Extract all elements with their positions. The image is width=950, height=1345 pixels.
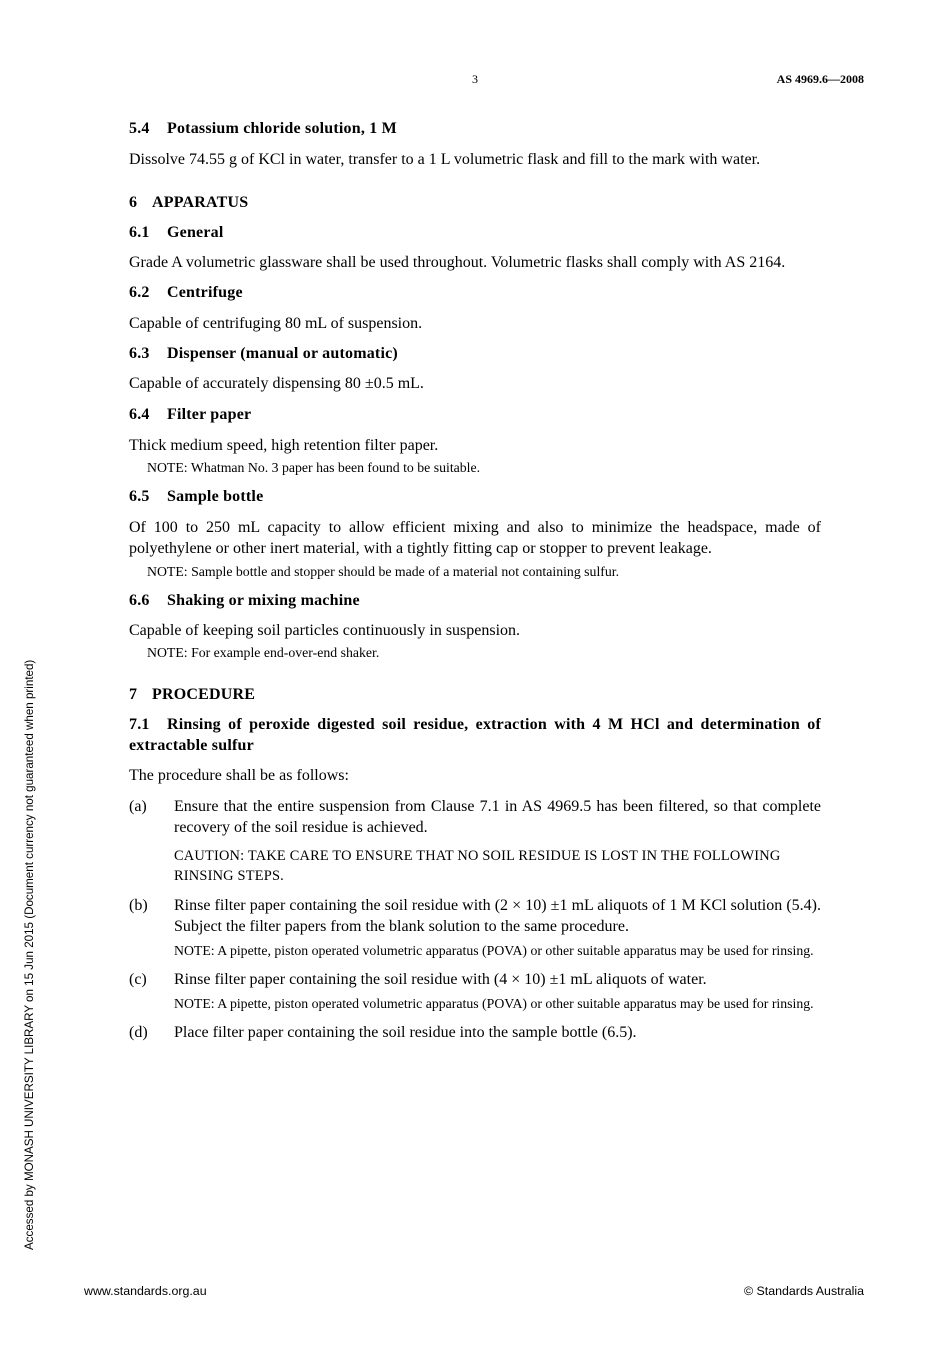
heading-6-1 (129, 222, 821, 243)
note-6-5: NOTE: Sample bottle and stopper should be made of a material not containing sulfur. (147, 564, 620, 579)
item-note: NOTE: A pipette, piston operated volumetric apparatus (POVA) or other suitable apparatus may be used for rinsing. (174, 996, 814, 1011)
document-body (129, 118, 821, 1043)
section-title: PROCEDURE (152, 686, 256, 703)
page-number: 3 (472, 72, 478, 86)
heading-6-5 (129, 486, 821, 507)
section-title: APPARATUS (152, 194, 249, 211)
item-label: (d) (129, 1024, 148, 1041)
list-item (129, 895, 821, 960)
section-number: 7.1 (129, 716, 150, 733)
note-6-6: NOTE: For example end-over-end shaker. (147, 645, 380, 660)
footer-website-link[interactable]: www.standards.org.au (84, 1284, 207, 1298)
item-label: (a) (129, 798, 147, 815)
access-watermark: Accessed by MONASH UNIVERSITY LIBRARY on 15 Jun 2015 (Document currency not guaranteed when printed) (23, 659, 36, 1250)
heading-6 (129, 192, 821, 213)
section-title: Rinsing of peroxide digested soil residue, extraction with 4 M HCl and determination of extractable sulfur (129, 716, 821, 754)
caution-note: CAUTION: TAKE CARE TO ENSURE THAT NO SOIL RESIDUE IS LOST IN THE FOLLOWING RINSING STEPS. (174, 848, 781, 884)
section-number: 6.3 (129, 345, 150, 362)
section-title: Dispenser (manual or automatic) (167, 345, 398, 362)
standard-id: AS 4969.6—2008 (776, 72, 864, 86)
section-number: 6 (129, 194, 138, 211)
heading-6-4 (129, 404, 821, 425)
section-title: Potassium chloride solution, 1 M (167, 120, 397, 137)
heading-6-6 (129, 590, 821, 611)
item-text: Ensure that the entire suspension from Clause 7.1 in AS 4969.5 has been filtered, so that complete recovery of the soil residue is achieved. (174, 798, 821, 836)
section-title: Centrifuge (167, 284, 243, 301)
section-number: 6.1 (129, 224, 150, 241)
heading-7-1 (129, 714, 821, 756)
note-6-4: NOTE: Whatman No. 3 paper has been found to be suitable. (147, 460, 481, 475)
heading-7 (129, 684, 821, 705)
paragraph-6-2: Capable of centrifuging 80 mL of suspension. (129, 315, 423, 332)
item-text: Place filter paper containing the soil residue into the sample bottle (6.5). (174, 1024, 637, 1041)
section-title: Shaking or mixing machine (167, 592, 360, 609)
item-label: (b) (129, 897, 148, 914)
section-title: General (167, 224, 224, 241)
list-item (129, 969, 821, 1013)
paragraph-7-1-intro: The procedure shall be as follows: (129, 767, 349, 784)
section-number: 6.2 (129, 284, 150, 301)
section-number: 6.4 (129, 406, 150, 423)
item-text: Rinse filter paper containing the soil residue with (4 × 10) ±1 mL aliquots of water. (174, 971, 707, 988)
paragraph-5-4: Dissolve 74.55 g of KCl in water, transfer to a 1 L volumetric flask and fill to the mark with water. (129, 151, 761, 168)
item-note: NOTE: A pipette, piston operated volumetric apparatus (POVA) or other suitable apparatus may be used for rinsing. (174, 943, 814, 958)
paragraph-6-6: Capable of keeping soil particles continuously in suspension. (129, 622, 521, 639)
section-title: Sample bottle (167, 488, 264, 505)
list-item (129, 796, 821, 886)
paragraph-6-5: Of 100 to 250 mL capacity to allow efficient mixing and also to minimize the headspace, made of polyethylene or other inert material, with a tightly fitting cap or stopper to prevent leakage. (129, 519, 821, 557)
paragraph-6-3: Capable of accurately dispensing 80 ±0.5 mL. (129, 375, 424, 392)
section-number: 6.5 (129, 488, 150, 505)
list-item (129, 1022, 821, 1043)
item-label: (c) (129, 971, 147, 988)
item-text: Rinse filter paper containing the soil residue with (2 × 10) ±1 mL aliquots of 1 M KCl solution (5.4). Subject the filter papers from the blank solution to the same procedure. (174, 897, 821, 935)
section-number: 6.6 (129, 592, 150, 609)
heading-6-2 (129, 282, 821, 303)
paragraph-6-1: Grade A volumetric glassware shall be used throughout. Volumetric flasks shall comply with AS 2164. (129, 254, 786, 271)
heading-6-3 (129, 343, 821, 364)
section-title: Filter paper (167, 406, 252, 423)
heading-5-4 (129, 118, 821, 139)
section-number: 7 (129, 686, 138, 703)
section-number: 5.4 (129, 120, 150, 137)
footer-copyright: © Standards Australia (743, 1284, 864, 1298)
paragraph-6-4: Thick medium speed, high retention filter paper. (129, 437, 439, 454)
